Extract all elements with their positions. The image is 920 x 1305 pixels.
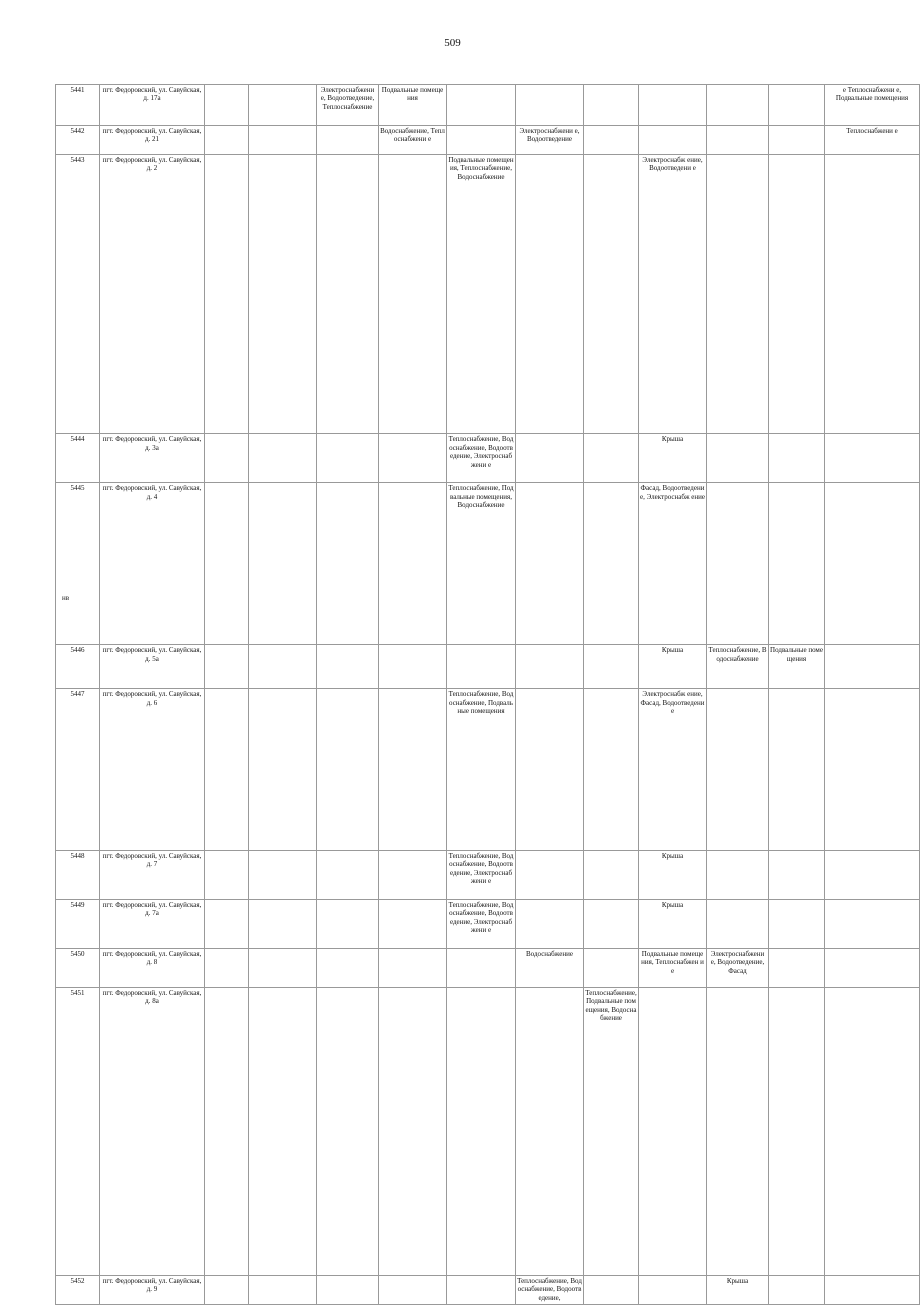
work-type-cell: Крыша xyxy=(639,434,707,483)
work-type-cell: Электроснабж ение, Фасад, Водоотведени е xyxy=(639,689,707,851)
work-type-cell xyxy=(317,434,379,483)
row-number: 5451 xyxy=(56,987,100,1275)
work-type-cell xyxy=(584,1275,639,1304)
address-cell: пгт. Федоровский, ул. Савуйская, д. 3а xyxy=(100,434,205,483)
row-number: 5444 xyxy=(56,434,100,483)
table-row xyxy=(56,155,920,434)
address-cell: пгт. Федоровский, ул. Савуйская, д. 7 xyxy=(100,850,205,899)
work-type-cell xyxy=(379,987,447,1275)
work-type-cell xyxy=(769,689,825,851)
work-type-cell xyxy=(205,987,249,1275)
work-type-cell xyxy=(317,155,379,434)
work-type-cell xyxy=(317,126,379,155)
work-type-cell: Теплоснабжение, Водоснабжение xyxy=(707,645,769,689)
work-type-cell xyxy=(379,645,447,689)
address-cell: пгт. Федоровский, ул. Савуйская, д. 8 xyxy=(100,948,205,987)
table-body xyxy=(56,85,920,1305)
work-type-cell: Крыша xyxy=(707,1275,769,1304)
work-type-cell xyxy=(825,850,920,899)
work-type-cell xyxy=(516,85,584,126)
work-type-cell xyxy=(707,85,769,126)
work-type-cell xyxy=(249,850,317,899)
work-type-cell xyxy=(249,948,317,987)
work-type-cell: Теплоснабжение, Водоснабжение, Водоотведение, Электроснабжени е xyxy=(447,899,516,948)
work-type-cell xyxy=(825,948,920,987)
table-row xyxy=(56,850,920,899)
work-type-cell xyxy=(825,987,920,1275)
work-type-cell: Теплоснабжение, Водоснабжение, Водоотведение, xyxy=(516,1275,584,1304)
work-type-cell xyxy=(516,689,584,851)
work-type-cell xyxy=(707,850,769,899)
work-type-cell xyxy=(447,126,516,155)
work-type-cell xyxy=(825,155,920,434)
work-type-cell: Теплоснабжени е xyxy=(825,126,920,155)
work-type-cell xyxy=(249,155,317,434)
work-type-cell xyxy=(516,155,584,434)
work-type-cell xyxy=(707,126,769,155)
address-cell: пгт. Федоровский, ул. Савуйская, д. 2 xyxy=(100,155,205,434)
work-type-cell xyxy=(825,899,920,948)
table-row xyxy=(56,899,920,948)
work-type-cell xyxy=(584,126,639,155)
work-type-cell xyxy=(584,483,639,645)
row-number: 5442 xyxy=(56,126,100,155)
address-cell: пгт. Федоровский, ул. Савуйская, д. 6 xyxy=(100,689,205,851)
work-type-cell xyxy=(379,899,447,948)
work-type-cell: Водоснабжение, Теплоснабжени е xyxy=(379,126,447,155)
work-type-cell xyxy=(584,850,639,899)
work-type-cell: е Теплоснабжени е, Подвальные помещения xyxy=(825,85,920,126)
work-type-cell: Подвальные помещения xyxy=(379,85,447,126)
work-type-cell xyxy=(707,434,769,483)
data-table xyxy=(55,84,920,1305)
work-type-cell xyxy=(379,483,447,645)
work-type-cell xyxy=(317,850,379,899)
address-cell: пгт. Федоровский, ул. Савуйская, д. 8а xyxy=(100,987,205,1275)
table-row xyxy=(56,483,920,645)
work-type-cell xyxy=(205,899,249,948)
row-number: 5448 xyxy=(56,850,100,899)
work-type-cell xyxy=(379,850,447,899)
footer-mark: нв xyxy=(62,594,70,602)
table-row xyxy=(56,126,920,155)
work-type-cell: Подвальные помещения, Теплоснабжен ие xyxy=(639,948,707,987)
work-type-cell xyxy=(205,434,249,483)
work-type-cell xyxy=(584,689,639,851)
work-type-cell xyxy=(825,645,920,689)
work-type-cell xyxy=(516,987,584,1275)
work-type-cell: Водоснабжение xyxy=(516,948,584,987)
row-number: 5446 xyxy=(56,645,100,689)
table-row xyxy=(56,85,920,126)
work-type-cell xyxy=(379,948,447,987)
work-type-cell: Крыша xyxy=(639,899,707,948)
work-type-cell xyxy=(205,948,249,987)
work-type-cell xyxy=(249,85,317,126)
work-type-cell: Теплоснабжение, Подвальные помещения, Водоснабжение xyxy=(447,483,516,645)
work-type-cell: Теплоснабжение, Подвальные помещения, Водоснабжение xyxy=(584,987,639,1275)
address-cell: пгт. Федоровский, ул. Савуйская, д. 9 xyxy=(100,1275,205,1304)
work-type-cell xyxy=(707,689,769,851)
work-type-cell xyxy=(317,899,379,948)
work-type-cell xyxy=(205,689,249,851)
address-cell: пгт. Федоровский, ул. Савуйская, д. 21 xyxy=(100,126,205,155)
work-type-cell: Теплоснабжение, Водоснабжение, Подвальные помещения xyxy=(447,689,516,851)
work-type-cell xyxy=(769,155,825,434)
work-type-cell xyxy=(249,434,317,483)
work-type-cell xyxy=(825,434,920,483)
work-type-cell: Подвальные помещения, Теплоснабжение, Водоснабжение xyxy=(447,155,516,434)
work-type-cell xyxy=(317,948,379,987)
work-type-cell: Подвальные помещения xyxy=(769,645,825,689)
work-type-cell xyxy=(447,85,516,126)
work-type-cell xyxy=(639,987,707,1275)
work-type-cell xyxy=(516,899,584,948)
work-type-cell xyxy=(317,689,379,851)
address-cell: пгт. Федоровский, ул. Савуйская, д. 7а xyxy=(100,899,205,948)
work-type-cell xyxy=(205,1275,249,1304)
row-number: 5452 xyxy=(56,1275,100,1304)
table-row xyxy=(56,645,920,689)
work-type-cell xyxy=(707,483,769,645)
work-type-cell xyxy=(584,645,639,689)
row-number: 5450 xyxy=(56,948,100,987)
work-type-cell: Электроснабжени е, Водоотведение xyxy=(516,126,584,155)
work-type-cell xyxy=(769,948,825,987)
work-type-cell: Электроснабж ение, Водоотведени е xyxy=(639,155,707,434)
row-number: 5443 xyxy=(56,155,100,434)
work-type-cell xyxy=(249,126,317,155)
page-number: 509 xyxy=(444,37,461,49)
work-type-cell xyxy=(317,987,379,1275)
work-type-cell xyxy=(205,155,249,434)
work-type-cell xyxy=(769,434,825,483)
work-type-cell xyxy=(516,483,584,645)
work-type-cell xyxy=(205,126,249,155)
work-type-cell xyxy=(447,645,516,689)
work-type-cell xyxy=(447,1275,516,1304)
row-number: 5445 xyxy=(56,483,100,645)
work-type-cell xyxy=(317,645,379,689)
work-type-cell xyxy=(769,850,825,899)
work-type-cell xyxy=(707,987,769,1275)
work-type-cell xyxy=(447,987,516,1275)
table-row xyxy=(56,1275,920,1304)
row-number: 5441 xyxy=(56,85,100,126)
work-type-cell xyxy=(205,483,249,645)
work-type-cell xyxy=(317,483,379,645)
work-type-cell xyxy=(317,1275,379,1304)
table-row xyxy=(56,434,920,483)
work-type-cell xyxy=(516,434,584,483)
work-type-cell xyxy=(769,1275,825,1304)
work-type-cell xyxy=(769,85,825,126)
work-type-cell xyxy=(516,850,584,899)
table-row xyxy=(56,689,920,851)
work-type-cell xyxy=(707,155,769,434)
work-type-cell xyxy=(639,1275,707,1304)
work-type-cell xyxy=(639,85,707,126)
work-type-cell xyxy=(769,899,825,948)
work-type-cell xyxy=(584,155,639,434)
work-type-cell xyxy=(825,1275,920,1304)
work-type-cell xyxy=(639,126,707,155)
work-type-cell: Крыша xyxy=(639,645,707,689)
work-type-cell xyxy=(379,1275,447,1304)
work-type-cell xyxy=(825,689,920,851)
table-row xyxy=(56,948,920,987)
work-type-cell xyxy=(249,899,317,948)
work-type-cell: Электроснабжени е, Водоотведение, Фасад xyxy=(707,948,769,987)
work-type-cell xyxy=(447,948,516,987)
work-type-cell xyxy=(379,155,447,434)
work-type-cell xyxy=(584,899,639,948)
work-type-cell xyxy=(205,85,249,126)
work-type-cell xyxy=(707,899,769,948)
work-type-cell xyxy=(249,1275,317,1304)
row-number: 5449 xyxy=(56,899,100,948)
work-type-cell xyxy=(516,645,584,689)
address-cell: пгт. Федоровский, ул. Савуйская, д. 17а xyxy=(100,85,205,126)
work-type-cell xyxy=(249,689,317,851)
work-type-cell: Теплоснабжение, Водоснабжение, Водоотведение, Электроснабжени е xyxy=(447,850,516,899)
work-type-cell: Теплоснабжение, Водоснабжение, Водоотведение, Электроснабжени е xyxy=(447,434,516,483)
work-type-cell xyxy=(379,434,447,483)
work-type-cell: Электроснабжени е, Водоотведение, Теплоснабжение xyxy=(317,85,379,126)
work-type-cell xyxy=(769,126,825,155)
work-type-cell: Крыша xyxy=(639,850,707,899)
work-type-cell xyxy=(769,483,825,645)
work-type-cell xyxy=(205,645,249,689)
work-type-cell xyxy=(249,645,317,689)
address-cell: пгт. Федоровский, ул. Савуйская, д. 4 xyxy=(100,483,205,645)
work-type-cell xyxy=(205,850,249,899)
work-type-cell xyxy=(584,434,639,483)
address-cell: пгт. Федоровский, ул. Савуйская, д. 5а xyxy=(100,645,205,689)
work-type-cell xyxy=(769,987,825,1275)
work-type-cell xyxy=(584,948,639,987)
work-type-cell xyxy=(584,85,639,126)
work-type-cell xyxy=(249,987,317,1275)
work-type-cell xyxy=(825,483,920,645)
work-type-cell xyxy=(379,689,447,851)
table-row xyxy=(56,987,920,1275)
work-type-cell: Фасад, Водоотведени е, Электроснабж ение xyxy=(639,483,707,645)
row-number: 5447 xyxy=(56,689,100,851)
work-type-cell xyxy=(249,483,317,645)
